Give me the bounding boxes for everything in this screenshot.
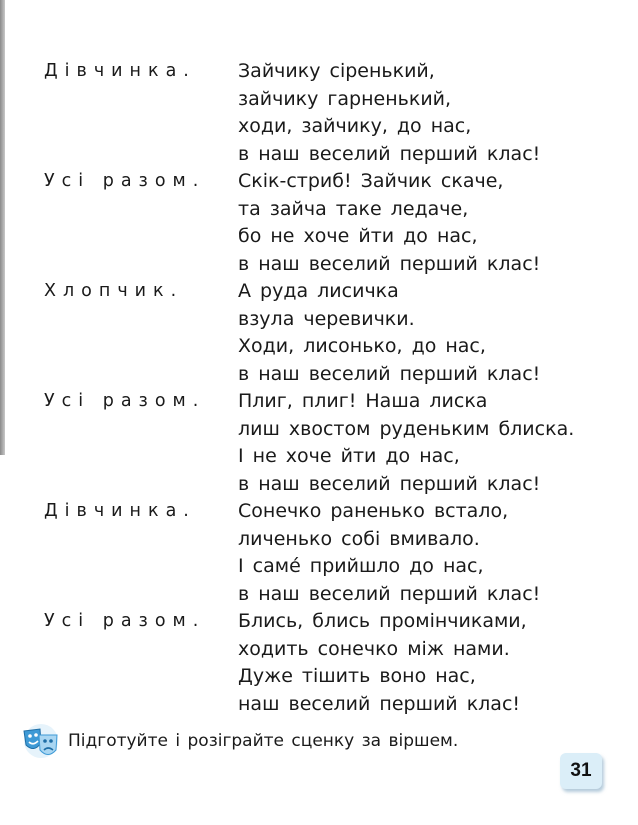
poem-line: Блись, блись промінчиками, [238, 610, 527, 632]
stanza [0, 608, 638, 718]
speaker-label: Усі разом. [44, 171, 206, 191]
speaker-label: Дівчинка. [44, 61, 196, 81]
speaker-label: Дівчинка. [44, 501, 196, 521]
poem-line: Сонечко раненько встало, [238, 500, 509, 522]
poem-line: в наш веселий перший клас! [238, 472, 541, 495]
poem-line: І не хоче йти до нас, [238, 445, 460, 467]
stanza [0, 58, 638, 168]
poem [0, 58, 638, 718]
poem-line: та зайча таке ледаче, [238, 197, 469, 220]
poem-line: А руда лисичка [238, 280, 399, 302]
speaker-label: Усі разом. [44, 611, 206, 631]
poem-line: в наш веселий перший клас! [238, 582, 541, 605]
poem-line: Ходи, лисонько, до нас, [238, 335, 486, 357]
poem-line: бо не хоче йти до нас, [238, 225, 478, 247]
stanza [0, 278, 638, 388]
poem-line: лиш хвостом руденьким блиска. [238, 417, 575, 440]
poem-line: зайчику гарненький, [238, 87, 452, 110]
poem-line: Дуже тішить воно нас, [238, 665, 476, 687]
task-text: Підготуйте і розіграйте сценку за віршем. [68, 731, 459, 751]
theater-masks-icon [20, 723, 62, 759]
poem-line: ходить сонечко між нами. [238, 637, 510, 660]
poem-line: в наш веселий перший клас! [238, 142, 541, 165]
poem-line: І самé прийшло до нас, [238, 555, 484, 577]
stanza [0, 498, 638, 608]
poem-line: взула черевички. [238, 307, 415, 330]
poem-line: ходи, зайчику, до нас, [238, 115, 472, 137]
poem-line: в наш веселий перший клас! [238, 252, 541, 275]
speaker-label: Усі разом. [44, 391, 206, 411]
speaker-label: Хлопчик. [44, 281, 184, 301]
poem-line: Скік-стриб! Зайчик скаче, [238, 170, 504, 192]
task-instruction [20, 723, 580, 759]
stanza [0, 168, 638, 278]
page-number: 31 [560, 753, 602, 789]
poem-line: в наш веселий перший клас! [238, 362, 541, 385]
poem-line: наш веселий перший клас! [238, 692, 521, 715]
stanza [0, 388, 638, 498]
poem-line: Зайчику сіренький, [238, 60, 435, 82]
poem-line: личенько собі вмивало. [238, 527, 480, 550]
poem-line: Плиг, плиг! Наша лиска [238, 390, 488, 412]
